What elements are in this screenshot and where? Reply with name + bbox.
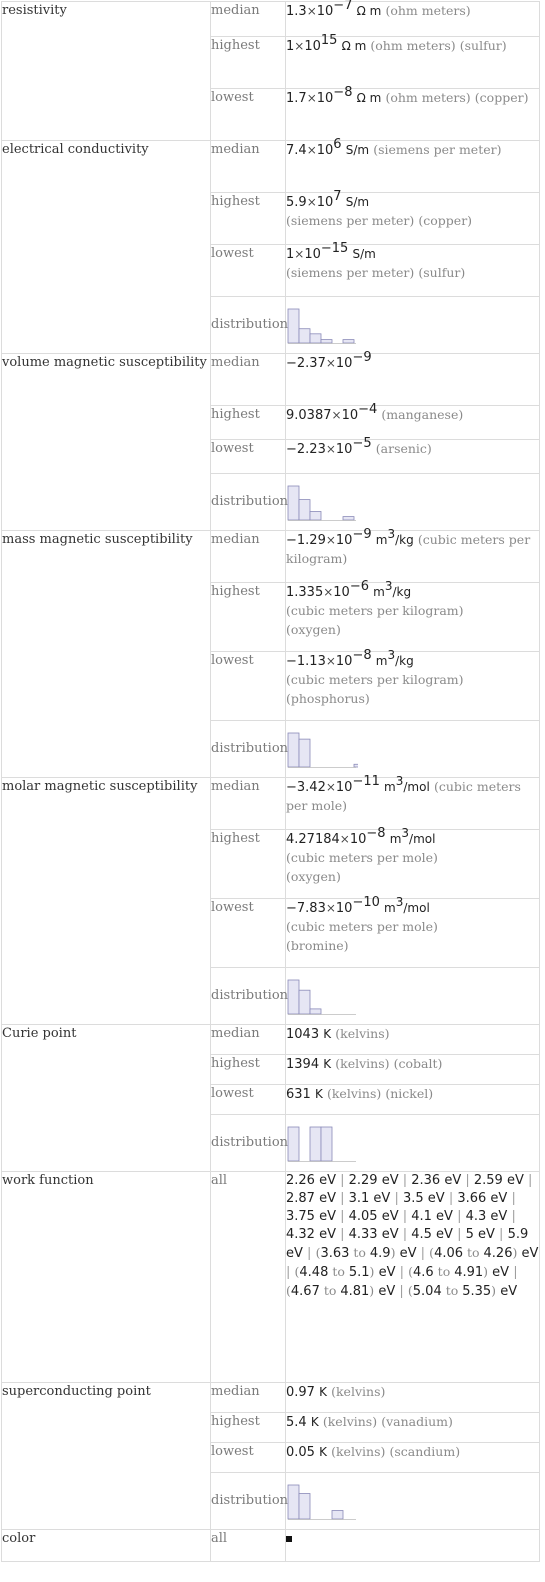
sub-label: distribution bbox=[211, 721, 286, 778]
separator: | bbox=[523, 1173, 533, 1188]
sub-label: lowest bbox=[211, 245, 286, 297]
distribution-histogram bbox=[286, 304, 358, 346]
sub-label: lowest bbox=[211, 899, 286, 968]
distribution-histogram bbox=[286, 728, 358, 770]
sub-label: median bbox=[211, 531, 286, 583]
distribution-histogram bbox=[286, 1480, 358, 1522]
work-function-value: 4.33 eV bbox=[348, 1227, 399, 1242]
work-function-range: (5.04 to 5.35) eV bbox=[407, 1283, 518, 1299]
sub-label: median bbox=[211, 1383, 286, 1413]
distribution-cell bbox=[286, 474, 540, 531]
histogram-bar bbox=[343, 517, 354, 520]
work-function-value: 4.32 eV bbox=[286, 1227, 336, 1242]
sub-label: lowest bbox=[211, 1443, 286, 1473]
property-label: molar magnetic susceptibility bbox=[2, 778, 211, 1025]
value-cell: $1\times 10^{-15}$ S/m (siemens per meter) (sulfur) bbox=[286, 245, 540, 297]
value-cell: $1.7\times 10^{-8}$ Ω m (ohm meters) (copper) bbox=[286, 89, 540, 141]
work-function-value: 4.3 eV bbox=[465, 1209, 508, 1224]
work-function-value: 2.87 eV bbox=[286, 1191, 336, 1206]
histogram-bar bbox=[321, 340, 332, 343]
work-function-value: 3.1 eV bbox=[348, 1191, 391, 1206]
work-function-range: (4.6 to 4.91) eV bbox=[408, 1264, 510, 1280]
table-row bbox=[2, 1025, 540, 1055]
value-cell: $1.335\times 10^{-6}$ $m^3/kg$ (cubic meters per kilogram) (oxygen) bbox=[286, 583, 540, 652]
value-cell: $-2.23\times 10^{-5}$ (arsenic) bbox=[286, 440, 540, 474]
table-row bbox=[2, 1172, 540, 1383]
sub-label: distribution bbox=[211, 1473, 286, 1530]
histogram-bar bbox=[332, 1511, 343, 1520]
sub-label: lowest bbox=[211, 652, 286, 721]
distribution-histogram bbox=[286, 1122, 358, 1164]
table-row bbox=[2, 141, 540, 193]
distribution-histogram bbox=[286, 975, 358, 1017]
sub-label: lowest bbox=[211, 89, 286, 141]
value-cell: $5.9\times 10^7$ S/m (siemens per meter) (copper) bbox=[286, 193, 540, 245]
work-function-value: 2.29 eV bbox=[348, 1173, 399, 1188]
value-cell: 631 K (kelvins) (nickel) bbox=[286, 1085, 540, 1115]
sub-label: median bbox=[211, 141, 286, 193]
table-row bbox=[2, 1383, 540, 1413]
sub-label: distribution bbox=[211, 1115, 286, 1172]
separator: | bbox=[390, 1191, 403, 1206]
histogram-bar bbox=[299, 329, 310, 343]
work-function-value: 5 eV bbox=[465, 1227, 495, 1242]
value-cell bbox=[286, 1530, 540, 1562]
property-label: superconducting point bbox=[2, 1383, 211, 1530]
value-cell: 5.4 K (kelvins) (vanadium) bbox=[286, 1413, 540, 1443]
value-cell: $1.3\times 10^{-7}$ Ω m (ohm meters) bbox=[286, 2, 540, 37]
sub-label: distribution bbox=[211, 297, 286, 354]
sub-label: highest bbox=[211, 1413, 286, 1443]
value-cell: 0.97 K (kelvins) bbox=[286, 1383, 540, 1413]
separator: | bbox=[335, 1227, 349, 1242]
separator: | bbox=[398, 1209, 412, 1224]
histogram-bar bbox=[299, 990, 310, 1014]
sub-label: highest bbox=[211, 193, 286, 245]
property-label: work function bbox=[2, 1172, 211, 1383]
histogram-bar bbox=[310, 512, 321, 521]
separator: | bbox=[398, 1173, 412, 1188]
sub-label: highest bbox=[211, 37, 286, 89]
sub-label: distribution bbox=[211, 968, 286, 1025]
value-cell bbox=[286, 1172, 540, 1383]
distribution-cell bbox=[286, 1473, 540, 1530]
work-function-value: 2.36 eV bbox=[411, 1173, 462, 1188]
separator: | bbox=[494, 1227, 508, 1242]
work-function-value: 2.26 eV bbox=[286, 1173, 336, 1188]
table-row bbox=[2, 2, 540, 37]
separator: | bbox=[335, 1191, 349, 1206]
separator: | bbox=[335, 1173, 349, 1188]
work-function-value: 4.05 eV bbox=[348, 1209, 399, 1224]
sub-label: highest bbox=[211, 1055, 286, 1085]
separator: | bbox=[395, 1284, 408, 1299]
value-cell: 0.05 K (kelvins) (scandium) bbox=[286, 1443, 540, 1473]
distribution-histogram bbox=[286, 481, 358, 523]
work-function-value: 3.66 eV bbox=[457, 1191, 508, 1206]
value-cell: $-3.42\times 10^{-11}$ $m^3$/mol (cubic meters per mole) bbox=[286, 778, 540, 830]
sub-label: median bbox=[211, 1025, 286, 1055]
table-row bbox=[2, 531, 540, 583]
separator: | bbox=[395, 1265, 409, 1280]
separator: | bbox=[461, 1173, 474, 1188]
sub-label: highest bbox=[211, 406, 286, 440]
value-cell: 1043 K (kelvins) bbox=[286, 1025, 540, 1055]
value-cell: $-1.29\times 10^{-9}$ $m^3/kg$ (cubic meters per kilogram) bbox=[286, 531, 540, 583]
color-swatch bbox=[286, 1536, 292, 1542]
distribution-cell bbox=[286, 1115, 540, 1172]
histogram-bar bbox=[310, 1127, 321, 1161]
work-function-value: 4.1 eV bbox=[411, 1209, 453, 1224]
sub-label: highest bbox=[211, 583, 286, 652]
work-function-value: 3.75 eV bbox=[286, 1209, 336, 1224]
value-cell: $9.0387\times 10^{-4}$ (manganese) bbox=[286, 406, 540, 440]
table-row bbox=[2, 778, 540, 830]
separator: | bbox=[286, 1265, 295, 1280]
value-cell: $7.4\times 10^6$ S/m (siemens per meter) bbox=[286, 141, 540, 193]
histogram-bar bbox=[288, 486, 299, 520]
property-label: volume magnetic susceptibility bbox=[2, 354, 211, 531]
table-row bbox=[2, 354, 540, 406]
histogram-bar bbox=[310, 334, 321, 343]
property-label: mass magnetic susceptibility bbox=[2, 531, 211, 778]
sub-label: highest bbox=[211, 830, 286, 899]
value-cell: $4.27184\times 10^{-8}$ $m^3$/mol (cubic meters per mole) (oxygen) bbox=[286, 830, 540, 899]
sub-label: distribution bbox=[211, 474, 286, 531]
histogram-bar bbox=[288, 980, 299, 1014]
histogram-bar bbox=[288, 309, 299, 343]
histogram-bar bbox=[288, 1485, 299, 1519]
histogram-bar bbox=[354, 764, 358, 767]
separator: | bbox=[507, 1191, 516, 1206]
property-label: resistivity bbox=[2, 2, 211, 141]
separator: | bbox=[444, 1191, 458, 1206]
sub-label: all bbox=[211, 1530, 286, 1562]
work-function-range: (4.48 to 5.1) eV bbox=[294, 1264, 396, 1280]
histogram-bar bbox=[299, 500, 310, 520]
histogram-bar bbox=[310, 1009, 321, 1014]
sub-label: all bbox=[211, 1172, 286, 1383]
work-function-value: 5.9 eV bbox=[286, 1227, 529, 1261]
separator: | bbox=[507, 1209, 516, 1224]
distribution-cell bbox=[286, 297, 540, 354]
value-cell: $1\times 10^{15}$ Ω m (ohm meters) (sulfur) bbox=[286, 37, 540, 89]
value-cell: $-2.37\times 10^{-9}$ bbox=[286, 354, 540, 406]
separator: | bbox=[335, 1209, 349, 1224]
value-cell: 1394 K (kelvins) (cobalt) bbox=[286, 1055, 540, 1085]
histogram-bar bbox=[299, 739, 310, 767]
property-label: color bbox=[2, 1530, 211, 1562]
sub-label: median bbox=[211, 778, 286, 830]
distribution-cell bbox=[286, 721, 540, 778]
separator: | bbox=[452, 1227, 466, 1242]
distribution-cell bbox=[286, 968, 540, 1025]
histogram-bar bbox=[288, 733, 299, 767]
work-function-value: 4.5 eV bbox=[411, 1227, 453, 1242]
separator: | bbox=[302, 1246, 316, 1261]
histogram-bar bbox=[299, 1494, 310, 1520]
separator: | bbox=[398, 1227, 412, 1242]
sub-label: lowest bbox=[211, 1085, 286, 1115]
work-function-value: 3.5 eV bbox=[402, 1191, 445, 1206]
work-function-range: (3.63 to 4.9) eV bbox=[315, 1245, 417, 1261]
histogram-bar bbox=[343, 340, 354, 343]
value-cell: $-1.13\times 10^{-8}$ $m^3/kg$ (cubic meters per kilogram) (phosphorus) bbox=[286, 652, 540, 721]
sub-label: median bbox=[211, 2, 286, 37]
sub-label: lowest bbox=[211, 440, 286, 474]
table-row bbox=[2, 1530, 540, 1562]
properties-table bbox=[1, 1, 540, 1562]
separator: | bbox=[509, 1265, 518, 1280]
sub-label: median bbox=[211, 354, 286, 406]
work-function-value: 2.59 eV bbox=[473, 1173, 524, 1188]
property-label: electrical conductivity bbox=[2, 141, 211, 354]
property-label: Curie point bbox=[2, 1025, 211, 1172]
value-cell: $-7.83\times 10^{-10}$ $m^3$/mol (cubic meters per mole) (bromine) bbox=[286, 899, 540, 968]
separator: | bbox=[416, 1246, 430, 1261]
histogram-bar bbox=[288, 1127, 299, 1161]
histogram-bar bbox=[321, 1127, 332, 1161]
separator: | bbox=[452, 1209, 466, 1224]
work-function-values bbox=[286, 1173, 538, 1299]
work-function-range: (4.06 to 4.26) eV bbox=[429, 1245, 539, 1261]
work-function-range: (4.67 to 4.81) eV bbox=[286, 1283, 396, 1299]
